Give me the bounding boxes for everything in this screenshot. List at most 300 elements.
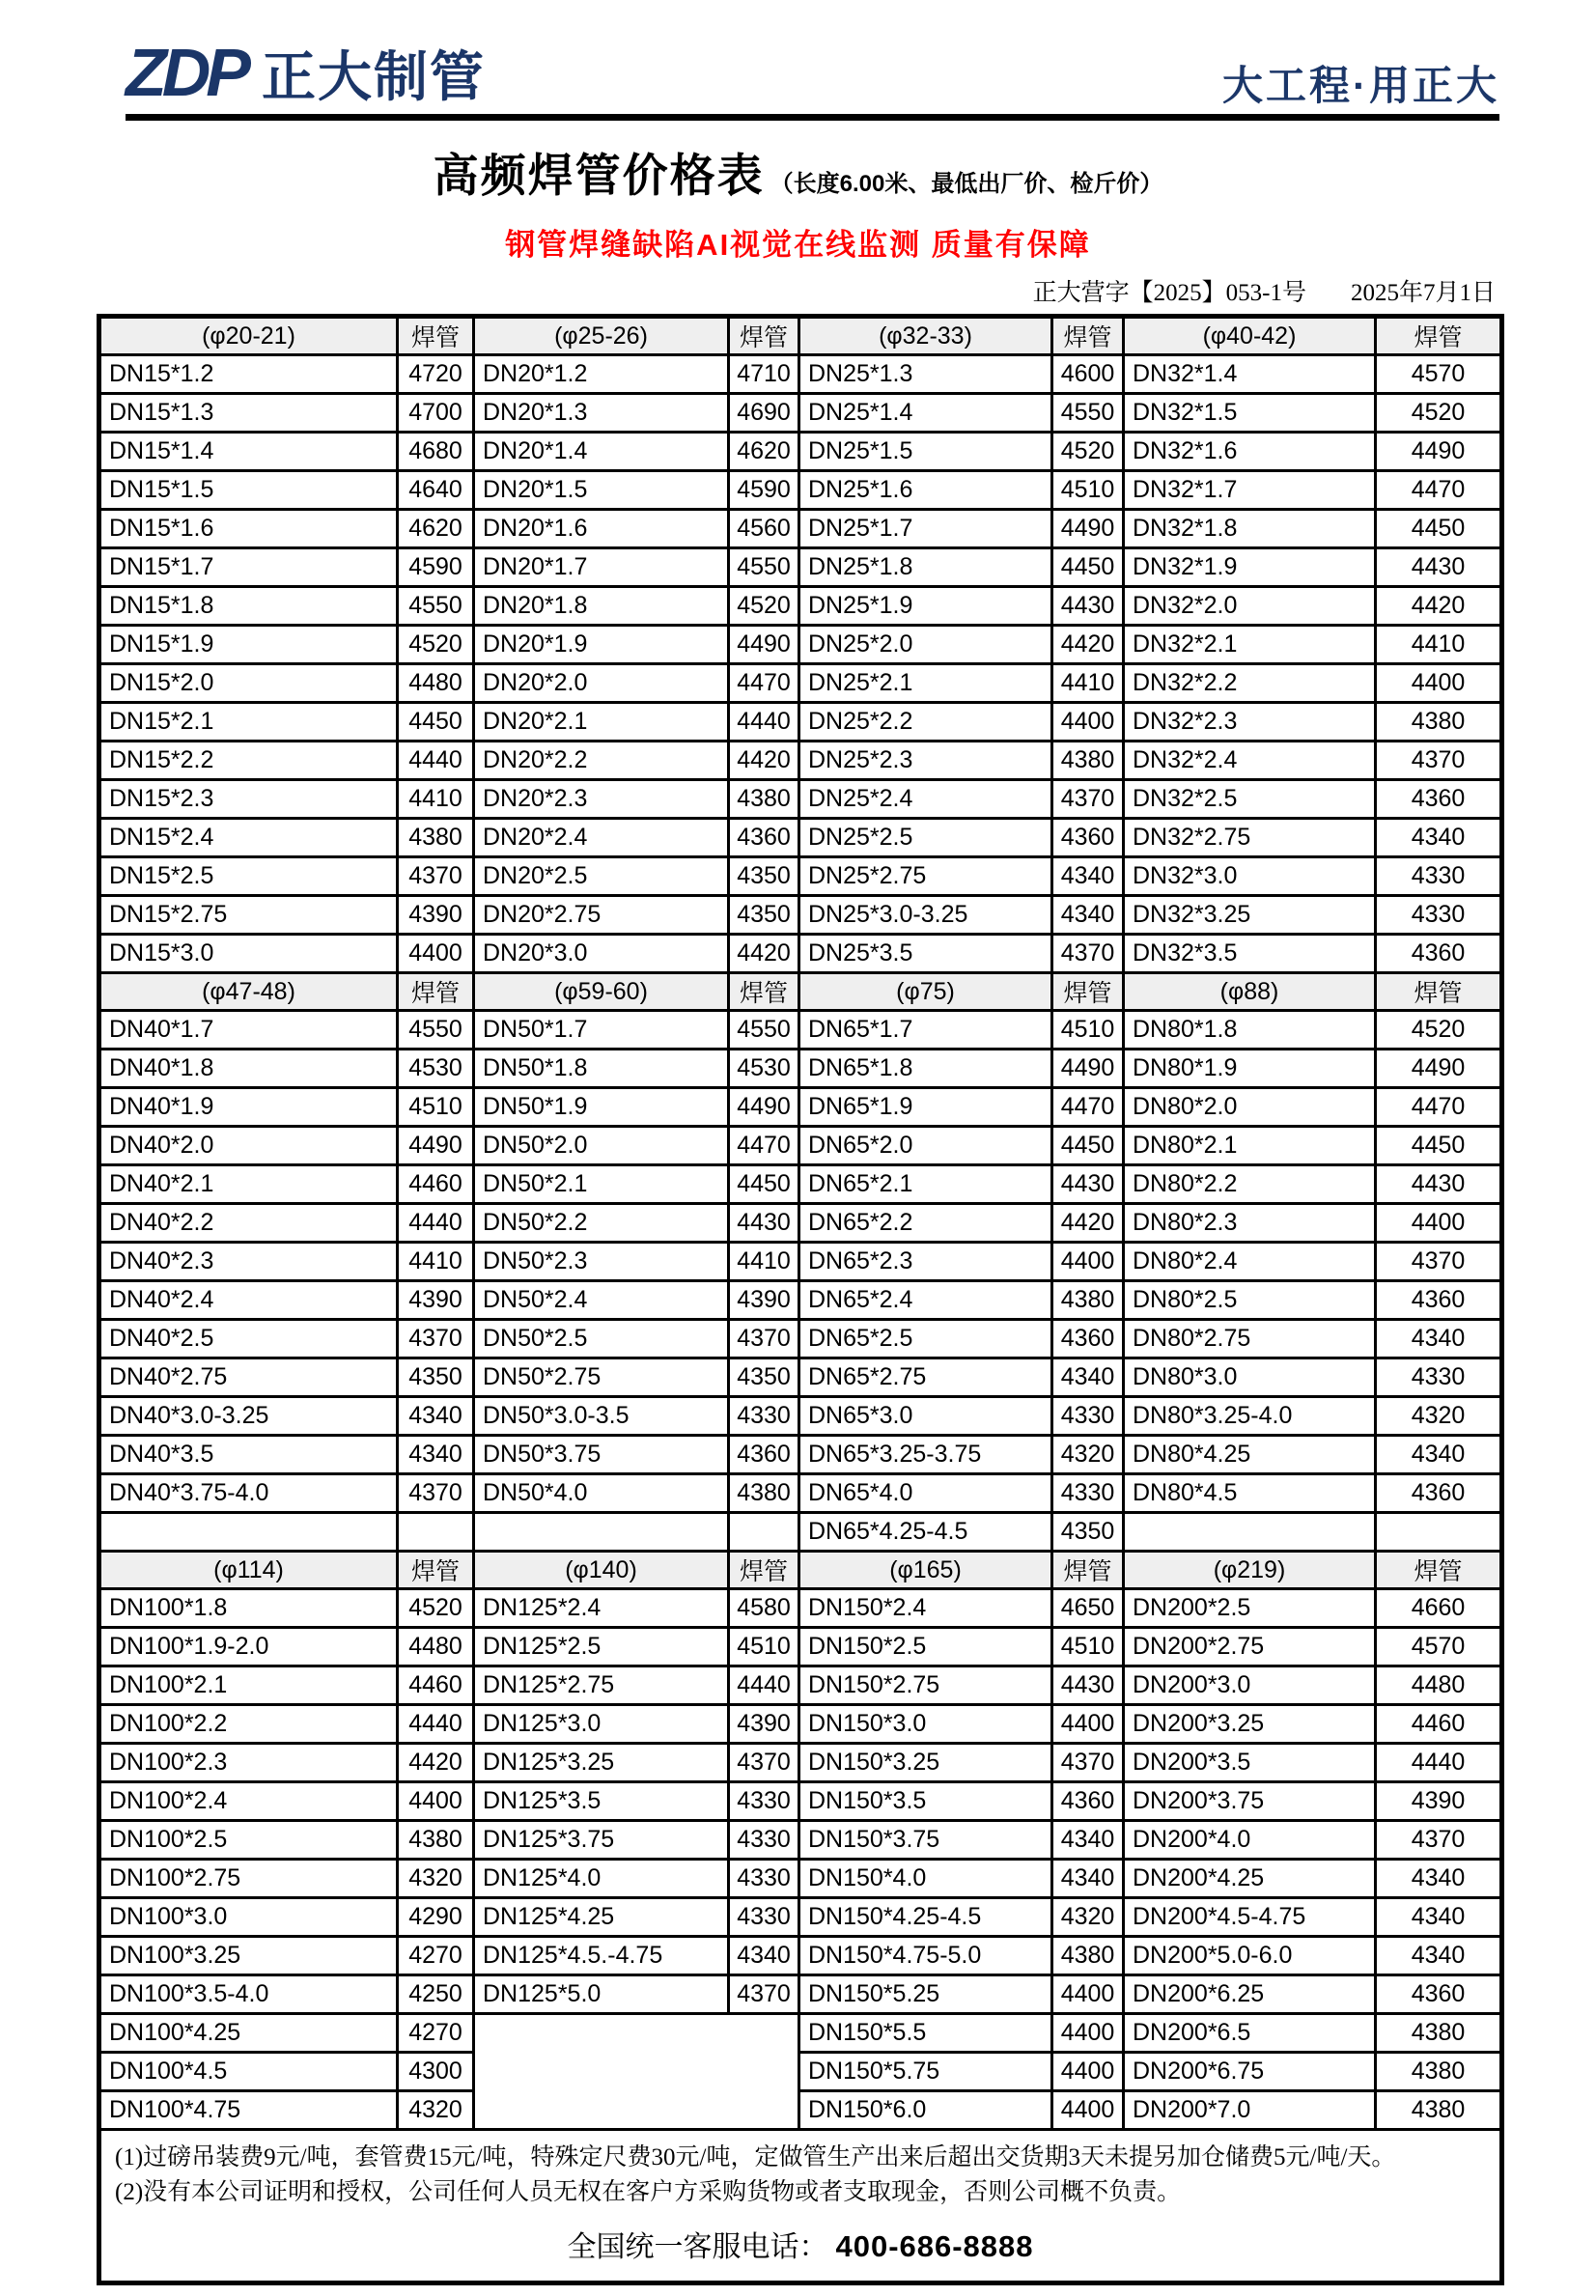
spec-cell: DN15*2.75 — [99, 896, 398, 935]
spec-cell: DN100*2.2 — [99, 1705, 398, 1744]
note-line-1: (1)过磅吊装费9元/吨，套管费15元/吨，特殊定尺费30元/吨，定做管生产出来后超出交货期3天未提另加仓储费5元/吨/天。 — [115, 2144, 1396, 2170]
price-cell: 4490 — [1052, 510, 1124, 548]
spec-cell — [474, 1513, 729, 1552]
spec-cell: DN25*2.3 — [799, 742, 1052, 780]
price-cell: 4330 — [1052, 1474, 1124, 1513]
price-cell: 4370 — [398, 1320, 474, 1358]
spec-cell: DN100*3.5-4.0 — [99, 1975, 398, 2014]
table-row — [99, 1860, 1502, 1898]
price-cell: 4560 — [729, 510, 799, 548]
price-cell: 4710 — [729, 355, 799, 394]
price-cell: 4380 — [1376, 2053, 1502, 2091]
spec-cell: DN50*1.8 — [474, 1050, 729, 1088]
price-cell: 4590 — [729, 471, 799, 510]
table-row — [99, 1975, 1502, 2014]
table-row — [99, 1474, 1502, 1513]
spec-cell: DN65*1.9 — [799, 1088, 1052, 1127]
group-diameter-header: (φ165) — [799, 1552, 1052, 1589]
spec-cell: DN65*1.7 — [799, 1011, 1052, 1050]
doc-number: 正大营字【2025】053-1号 — [1032, 280, 1306, 306]
price-cell: 4400 — [1376, 664, 1502, 703]
price-cell: 4270 — [398, 2014, 474, 2053]
table-row — [99, 1589, 1502, 1628]
spec-cell: DN15*2.5 — [99, 857, 398, 896]
price-cell: 4510 — [398, 1088, 474, 1127]
price-cell: 4360 — [729, 819, 799, 857]
spec-cell: DN20*2.2 — [474, 742, 729, 780]
price-cell: 4390 — [1376, 1782, 1502, 1821]
price-column-header: 焊管 — [398, 973, 474, 1011]
group-diameter-header: (φ140) — [474, 1552, 729, 1589]
price-cell — [398, 1513, 474, 1552]
price-cell: 4340 — [1376, 1320, 1502, 1358]
spec-cell: DN65*2.2 — [799, 1204, 1052, 1243]
price-cell: 4370 — [1376, 742, 1502, 780]
spec-cell: DN25*3.0-3.25 — [799, 896, 1052, 935]
spec-cell: DN32*1.6 — [1124, 433, 1376, 471]
price-cell: 4340 — [1376, 1898, 1502, 1937]
price-cell: 4330 — [1376, 1358, 1502, 1397]
spec-cell: DN200*3.25 — [1124, 1705, 1376, 1744]
spec-cell: DN200*2.5 — [1124, 1589, 1376, 1628]
page-title-line — [0, 140, 1596, 205]
price-column-header: 焊管 — [729, 973, 799, 1011]
price-column-header: 焊管 — [398, 1552, 474, 1589]
price-cell: 4520 — [398, 1589, 474, 1628]
spec-cell: DN100*4.5 — [99, 2053, 398, 2091]
spec-cell: DN32*2.4 — [1124, 742, 1376, 780]
price-cell: 4460 — [398, 1666, 474, 1705]
spec-cell: DN80*1.8 — [1124, 1011, 1376, 1050]
price-cell: 4450 — [1376, 510, 1502, 548]
price-cell: 4370 — [398, 1474, 474, 1513]
table-row — [99, 1436, 1502, 1474]
hotline-label: 全国统一客服电话： — [567, 2231, 828, 2263]
price-cell: 4550 — [398, 1011, 474, 1050]
spec-cell: DN32*2.5 — [1124, 780, 1376, 819]
price-cell: 4270 — [398, 1937, 474, 1975]
price-cell: 4470 — [1376, 1088, 1502, 1127]
price-cell: 4390 — [398, 896, 474, 935]
price-cell: 4370 — [1376, 1821, 1502, 1860]
table-row — [99, 664, 1502, 703]
page-title: 高频焊管价格表 — [433, 150, 765, 201]
doc-meta-line — [0, 273, 1496, 308]
spec-cell: DN40*2.4 — [99, 1281, 398, 1320]
price-column-header: 焊管 — [1052, 973, 1124, 1011]
spec-cell: DN150*3.5 — [799, 1782, 1052, 1821]
spec-cell: DN65*2.4 — [799, 1281, 1052, 1320]
spec-cell: DN32*1.9 — [1124, 548, 1376, 587]
price-cell: 4380 — [1052, 1281, 1124, 1320]
brand-logo — [126, 35, 486, 110]
spec-cell: DN20*1.2 — [474, 355, 729, 394]
price-cell: 4360 — [1376, 1975, 1502, 2014]
spec-cell: DN32*2.0 — [1124, 587, 1376, 626]
price-cell: 4330 — [1376, 896, 1502, 935]
spec-cell: DN40*2.75 — [99, 1358, 398, 1397]
price-cell: 4700 — [398, 394, 474, 433]
spec-cell: DN20*2.4 — [474, 819, 729, 857]
spec-cell: DN65*3.25-3.75 — [799, 1436, 1052, 1474]
spec-cell: DN200*4.5-4.75 — [1124, 1898, 1376, 1937]
price-cell: 4440 — [398, 742, 474, 780]
price-cell: 4340 — [398, 1397, 474, 1436]
price-cell: 4480 — [398, 664, 474, 703]
spec-cell: DN32*3.25 — [1124, 896, 1376, 935]
price-cell: 4400 — [1052, 703, 1124, 742]
price-cell: 4400 — [1052, 2014, 1124, 2053]
price-cell: 4400 — [1376, 1204, 1502, 1243]
price-cell: 4550 — [729, 1011, 799, 1050]
spec-cell — [1124, 1513, 1376, 1552]
group-diameter-header: (φ88) — [1124, 973, 1376, 1011]
price-cell: 4440 — [398, 1204, 474, 1243]
table-row — [99, 1204, 1502, 1243]
table-row — [99, 1243, 1502, 1281]
hotline-number: 400-686-8888 — [835, 2229, 1034, 2263]
spec-cell: DN50*2.3 — [474, 1243, 729, 1281]
spec-cell: DN25*2.1 — [799, 664, 1052, 703]
price-cell: 4330 — [729, 1821, 799, 1860]
table-row — [99, 1705, 1502, 1744]
price-cell: 4570 — [1376, 1628, 1502, 1666]
table-row — [99, 1898, 1502, 1937]
spec-cell: DN20*1.8 — [474, 587, 729, 626]
spec-cell: DN40*1.9 — [99, 1088, 398, 1127]
spec-cell: DN65*4.25-4.5 — [799, 1513, 1052, 1552]
quality-banner: 钢管焊缝缺陷AI视觉在线监测 质量有保障 — [505, 228, 1091, 262]
price-cell: 4490 — [1052, 1050, 1124, 1088]
doc-date: 2025年7月1日 — [1350, 280, 1496, 306]
price-cell: 4400 — [1052, 1243, 1124, 1281]
spec-cell: DN25*1.4 — [799, 394, 1052, 433]
table-row — [99, 1937, 1502, 1975]
price-cell: 4340 — [1052, 1358, 1124, 1397]
price-cell: 4450 — [729, 1165, 799, 1204]
spec-cell: DN125*2.5 — [474, 1628, 729, 1666]
price-cell: 4470 — [1052, 1088, 1124, 1127]
spec-cell: DN150*6.0 — [799, 2091, 1052, 2130]
spec-cell: DN25*2.4 — [799, 780, 1052, 819]
spec-cell: DN200*5.0-6.0 — [1124, 1937, 1376, 1975]
spec-cell: DN65*2.3 — [799, 1243, 1052, 1281]
price-cell: 4360 — [1052, 1320, 1124, 1358]
group-diameter-header: (φ219) — [1124, 1552, 1376, 1589]
table-row — [99, 1088, 1502, 1127]
price-cell: 4380 — [1376, 2014, 1502, 2053]
table-row — [99, 548, 1502, 587]
price-cell: 4490 — [1376, 433, 1502, 471]
spec-cell: DN80*3.0 — [1124, 1358, 1376, 1397]
zdp-logo-mark: ZDP — [126, 35, 246, 110]
spec-cell: DN65*2.0 — [799, 1127, 1052, 1165]
price-cell: 4490 — [729, 626, 799, 664]
spec-cell: DN15*2.1 — [99, 703, 398, 742]
spec-cell: DN15*2.0 — [99, 664, 398, 703]
spec-cell: DN20*1.4 — [474, 433, 729, 471]
spec-cell: DN100*2.75 — [99, 1860, 398, 1898]
table-row — [99, 896, 1502, 935]
spec-cell: DN15*1.5 — [99, 471, 398, 510]
spec-cell: DN100*1.8 — [99, 1589, 398, 1628]
spec-cell: DN32*1.4 — [1124, 355, 1376, 394]
price-cell: 4390 — [729, 1705, 799, 1744]
price-column-header: 焊管 — [729, 317, 799, 355]
spec-cell: DN20*2.1 — [474, 703, 729, 742]
spec-cell: DN32*2.2 — [1124, 664, 1376, 703]
spec-cell: DN200*4.25 — [1124, 1860, 1376, 1898]
price-cell: 4510 — [1052, 1628, 1124, 1666]
spec-cell: DN50*2.5 — [474, 1320, 729, 1358]
table-row — [99, 1011, 1502, 1050]
price-cell: 4370 — [729, 1320, 799, 1358]
spec-cell: DN65*3.0 — [799, 1397, 1052, 1436]
price-cell: 4600 — [1052, 355, 1124, 394]
price-cell: 4430 — [1376, 548, 1502, 587]
spec-cell: DN50*3.75 — [474, 1436, 729, 1474]
spec-cell: DN40*3.5 — [99, 1436, 398, 1474]
price-cell: 4420 — [1052, 1204, 1124, 1243]
price-cell: 4330 — [729, 1860, 799, 1898]
spec-cell: DN200*3.0 — [1124, 1666, 1376, 1705]
price-cell: 4350 — [1052, 1513, 1124, 1552]
spec-cell: DN100*3.0 — [99, 1898, 398, 1937]
spec-cell: DN125*3.75 — [474, 1821, 729, 1860]
table-row — [99, 1050, 1502, 1088]
spec-cell: DN15*2.2 — [99, 742, 398, 780]
section-header-row — [99, 1552, 1502, 1589]
price-cell: 4460 — [398, 1165, 474, 1204]
price-cell: 4360 — [1376, 1474, 1502, 1513]
group-diameter-header: (φ75) — [799, 973, 1052, 1011]
spec-cell: DN80*2.0 — [1124, 1088, 1376, 1127]
spec-cell: DN40*1.8 — [99, 1050, 398, 1088]
price-cell: 4450 — [1052, 548, 1124, 587]
spec-cell: DN200*2.75 — [1124, 1628, 1376, 1666]
price-cell: 4470 — [1376, 471, 1502, 510]
spec-cell: DN15*2.4 — [99, 819, 398, 857]
table-row — [99, 1744, 1502, 1782]
spec-cell: DN50*2.75 — [474, 1358, 729, 1397]
price-cell: 4550 — [729, 548, 799, 587]
price-cell: 4370 — [398, 857, 474, 896]
price-cell: 4340 — [1376, 1860, 1502, 1898]
price-cell: 4320 — [1052, 1898, 1124, 1937]
spec-cell: DN125*3.25 — [474, 1744, 729, 1782]
spec-cell: DN25*1.5 — [799, 433, 1052, 471]
spec-cell: DN150*2.5 — [799, 1628, 1052, 1666]
table-row — [99, 587, 1502, 626]
price-cell: 4350 — [729, 857, 799, 896]
price-cell: 4460 — [1376, 1705, 1502, 1744]
spec-cell: DN100*2.3 — [99, 1744, 398, 1782]
spec-cell: DN20*1.3 — [474, 394, 729, 433]
price-cell: 4400 — [398, 1782, 474, 1821]
spec-cell: DN25*1.8 — [799, 548, 1052, 587]
price-cell: 4420 — [729, 935, 799, 973]
table-row — [99, 510, 1502, 548]
price-cell: 4360 — [1052, 819, 1124, 857]
price-cell: 4340 — [1376, 1436, 1502, 1474]
spec-cell: DN15*2.3 — [99, 780, 398, 819]
spec-cell: DN100*4.25 — [99, 2014, 398, 2053]
spec-cell: DN20*2.75 — [474, 896, 729, 935]
merged-empty-cell — [474, 2014, 799, 2130]
price-cell: 4480 — [398, 1628, 474, 1666]
spec-cell: DN50*1.7 — [474, 1011, 729, 1050]
section-header-row — [99, 317, 1502, 355]
price-cell: 4520 — [729, 587, 799, 626]
price-cell: 4330 — [1376, 857, 1502, 896]
price-cell: 4520 — [398, 626, 474, 664]
spec-cell: DN125*5.0 — [474, 1975, 729, 2014]
table-row — [99, 1397, 1502, 1436]
price-table — [97, 314, 1504, 2285]
spec-cell: DN100*2.5 — [99, 1821, 398, 1860]
spec-cell: DN80*2.4 — [1124, 1243, 1376, 1281]
spec-cell: DN32*1.7 — [1124, 471, 1376, 510]
spec-cell: DN40*3.75-4.0 — [99, 1474, 398, 1513]
price-cell: 4420 — [1052, 626, 1124, 664]
spec-cell: DN150*5.25 — [799, 1975, 1052, 2014]
price-cell: 4430 — [1376, 1165, 1502, 1204]
table-row — [99, 1821, 1502, 1860]
table-row — [99, 857, 1502, 896]
spec-cell: DN200*3.75 — [1124, 1782, 1376, 1821]
price-cell: 4320 — [1052, 1436, 1124, 1474]
spec-cell: DN50*1.9 — [474, 1088, 729, 1127]
price-cell: 4720 — [398, 355, 474, 394]
spec-cell: DN25*1.7 — [799, 510, 1052, 548]
price-cell: 4430 — [1052, 587, 1124, 626]
spec-cell: DN80*1.9 — [1124, 1050, 1376, 1088]
spec-cell: DN200*6.75 — [1124, 2053, 1376, 2091]
price-cell: 4410 — [398, 1243, 474, 1281]
spec-cell: DN25*1.6 — [799, 471, 1052, 510]
spec-cell: DN15*1.6 — [99, 510, 398, 548]
price-cell: 4400 — [398, 935, 474, 973]
brand-slogan: 大工程·用正大 — [1222, 63, 1499, 108]
spec-cell: DN40*2.0 — [99, 1127, 398, 1165]
spec-cell: DN50*2.2 — [474, 1204, 729, 1243]
group-diameter-header: (φ47-48) — [99, 973, 398, 1011]
spec-cell: DN40*2.2 — [99, 1204, 398, 1243]
price-cell: 4340 — [1052, 1860, 1124, 1898]
price-cell: 4580 — [729, 1589, 799, 1628]
price-cell: 4320 — [398, 1860, 474, 1898]
price-cell: 4430 — [729, 1204, 799, 1243]
header-divider — [126, 114, 1499, 121]
spec-cell: DN32*3.0 — [1124, 857, 1376, 896]
spec-cell: DN20*1.6 — [474, 510, 729, 548]
price-cell: 4380 — [1052, 742, 1124, 780]
table-row — [99, 1358, 1502, 1397]
spec-cell: DN25*2.75 — [799, 857, 1052, 896]
price-cell: 4380 — [1376, 703, 1502, 742]
spec-cell: DN125*2.75 — [474, 1666, 729, 1705]
price-cell: 4370 — [1052, 780, 1124, 819]
spec-cell: DN40*1.7 — [99, 1011, 398, 1050]
price-cell: 4590 — [398, 548, 474, 587]
group-diameter-header: (φ59-60) — [474, 973, 729, 1011]
price-cell: 4440 — [398, 1705, 474, 1744]
table-row — [99, 703, 1502, 742]
price-cell: 4620 — [398, 510, 474, 548]
price-column-header: 焊管 — [1376, 317, 1502, 355]
table-row — [99, 1320, 1502, 1358]
hotline-cell — [99, 2217, 1502, 2283]
price-cell: 4420 — [1376, 587, 1502, 626]
spec-cell: DN125*4.25 — [474, 1898, 729, 1937]
price-cell: 4380 — [398, 819, 474, 857]
price-column-header: 焊管 — [1376, 1552, 1502, 1589]
spec-cell: DN125*4.0 — [474, 1860, 729, 1898]
price-column-header: 焊管 — [1052, 1552, 1124, 1589]
price-cell: 4330 — [729, 1397, 799, 1436]
spec-cell: DN50*2.1 — [474, 1165, 729, 1204]
price-cell: 4360 — [1376, 935, 1502, 973]
spec-cell: DN100*2.4 — [99, 1782, 398, 1821]
price-cell: 4340 — [1376, 1937, 1502, 1975]
price-cell: 4530 — [729, 1050, 799, 1088]
price-cell: 4300 — [398, 2053, 474, 2091]
spec-cell: DN25*1.3 — [799, 355, 1052, 394]
price-cell: 4570 — [1376, 355, 1502, 394]
spec-cell: DN20*1.5 — [474, 471, 729, 510]
spec-cell: DN15*3.0 — [99, 935, 398, 973]
price-cell: 4400 — [1052, 2053, 1124, 2091]
price-cell: 4520 — [1052, 433, 1124, 471]
spec-cell: DN80*2.2 — [1124, 1165, 1376, 1204]
spec-cell: DN100*3.25 — [99, 1937, 398, 1975]
company-name: 正大制管 — [262, 46, 486, 107]
spec-cell: DN150*3.0 — [799, 1705, 1052, 1744]
spec-cell: DN65*1.8 — [799, 1050, 1052, 1088]
table-row — [99, 780, 1502, 819]
spec-cell: DN65*4.0 — [799, 1474, 1052, 1513]
table-row — [99, 935, 1502, 973]
price-column-header: 焊管 — [1376, 973, 1502, 1011]
price-cell: 4490 — [1376, 1050, 1502, 1088]
spec-cell: DN150*2.4 — [799, 1589, 1052, 1628]
price-cell: 4450 — [1052, 1127, 1124, 1165]
price-cell: 4480 — [1376, 1666, 1502, 1705]
spec-cell: DN80*2.75 — [1124, 1320, 1376, 1358]
spec-cell: DN150*2.75 — [799, 1666, 1052, 1705]
spec-cell: DN125*3.0 — [474, 1705, 729, 1744]
spec-cell: DN20*2.3 — [474, 780, 729, 819]
table-row — [99, 1513, 1502, 1552]
spec-cell: DN32*3.5 — [1124, 935, 1376, 973]
price-cell: 4370 — [729, 1975, 799, 2014]
table-row — [99, 2014, 1502, 2053]
spec-cell: DN65*2.5 — [799, 1320, 1052, 1358]
price-cell: 4620 — [729, 433, 799, 471]
price-cell: 4340 — [1376, 819, 1502, 857]
price-cell: 4350 — [729, 896, 799, 935]
group-diameter-header: (φ114) — [99, 1552, 398, 1589]
table-row — [99, 1165, 1502, 1204]
price-cell: 4510 — [1052, 471, 1124, 510]
price-cell: 4470 — [729, 1127, 799, 1165]
spec-cell: DN65*2.1 — [799, 1165, 1052, 1204]
notes-row — [99, 2130, 1502, 2218]
spec-cell: DN200*7.0 — [1124, 2091, 1376, 2130]
price-cell: 4320 — [1376, 1397, 1502, 1436]
price-cell: 4400 — [1052, 1705, 1124, 1744]
price-cell: 4400 — [1052, 1975, 1124, 2014]
